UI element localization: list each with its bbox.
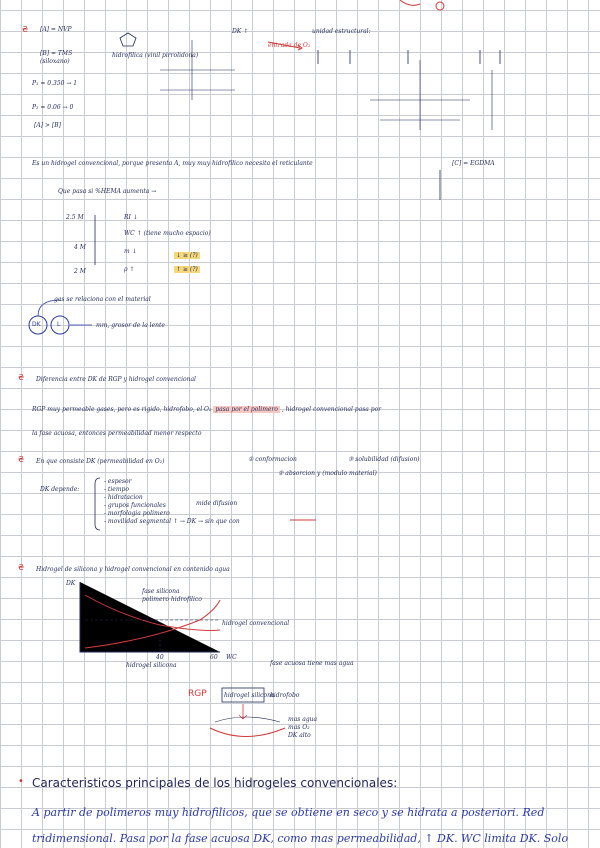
list-side-3: 4 M — [74, 244, 86, 251]
rgp-label: RGP — [188, 689, 207, 699]
q2-sub-6: - movilidad segmental ↑ → DK → sin que con — [104, 518, 240, 525]
eq-3: P₁ = 0.350 → 1 — [32, 80, 78, 87]
l-circle-label: L — [57, 321, 61, 328]
q2-item-2: ② absorcion y (modulo material) — [278, 470, 377, 477]
curve-label-1: fase silicona — [142, 588, 180, 595]
nvp-label: hidrofilica (vinil pirrolidona) — [112, 52, 199, 59]
bullet-marker-q1: ₴ — [18, 373, 25, 382]
graph-annotation-1: hidrogel convencional — [222, 620, 290, 627]
q1-title: Diferencia entre DK de RGP y hidrogel convencional — [36, 376, 196, 383]
graph-x-label: WC — [226, 654, 237, 661]
section-line-1: A partir de polimeros muy hidrofilicos, que se obtiene en seco y se hidrata a posteriori. Red — [32, 806, 545, 819]
q1-highlight: pasa por el polimero — [215, 406, 278, 413]
eq-2-sub: (siloxano) — [40, 58, 70, 65]
list-title: Que pasa si %HEMA aumenta → — [58, 188, 157, 195]
x-mark-1: 40 — [156, 654, 164, 661]
q3-title: Hidrogel de silicona y hidrogel convencional en contenido agua — [36, 566, 230, 573]
q2-sub-3: - hidratacion — [104, 494, 143, 501]
bottom-note-1: mas agua — [288, 716, 318, 723]
section-line-2: tridimensional. Pasa por la fase acuosa DK, como mas permeabilidad, ↑ DK. WC limita DK. Solo — [32, 832, 569, 845]
q2-sub-5: - morfologia polimero — [104, 510, 170, 517]
q2-note: mide difusion — [196, 500, 238, 507]
q2-sub-2: - tiempo — [104, 486, 129, 493]
graph-annotation-2: hidrogel silicona — [126, 662, 177, 669]
dk-circle-label: DK — [32, 321, 41, 328]
list-row-3: m ↓ — [124, 248, 137, 255]
rgp-right-label: hidrofobo — [270, 692, 300, 699]
q2-item-1: ① conformacion — [248, 456, 297, 463]
eq-2: [B] = TMS — [40, 50, 73, 57]
dk-label: DK ↑ — [232, 28, 249, 35]
dk-note-1: gas se relaciona con el material — [54, 296, 151, 303]
q2-title: En que consiste DK (permeabilidad en O₂) — [36, 458, 165, 465]
list-row-4: ρ ↑ — [124, 266, 135, 273]
section-heading: Caracteristicos principales de los hidrogeles convencionales: — [32, 776, 398, 790]
bottom-note-2: mas O₂ — [288, 724, 310, 731]
q1-line-1: RGP muy permeable gases, pero es rigido, hidrofobo, el O₂ pasa por el polimero , hidrogel convencional pasa por — [32, 406, 382, 413]
list-highlight-2: ↑ ≥ (?) — [176, 266, 198, 273]
list-side-4: 2 M — [74, 268, 86, 275]
list-row-1: RI ↓ — [124, 214, 138, 221]
bottom-note-3: DK alto — [288, 732, 311, 739]
q2-item-3: ③ solubilidad (difusion) — [348, 456, 420, 463]
q1-line-2: la fase acuosa, entonces permeabilidad menor respecto — [32, 430, 202, 437]
list-row-2: WC ↑ (tiene mucho espacio) — [124, 230, 211, 237]
eq-1: [A] = NVP — [40, 26, 72, 33]
crosslinker-label: [C] = EGDMA — [452, 160, 495, 167]
paragraph-1: Es un hidrogel convencional, porque presenta A, muy muy hidrofilico necesita el reticulante — [32, 160, 313, 167]
q2-sub-1: - espesor — [104, 478, 132, 485]
eq-5: [A] > [B] — [34, 122, 61, 129]
rgp-box-label: hidrogel silicona — [224, 692, 275, 699]
list-side-1: 2.5 M — [66, 214, 84, 221]
dk-note-2: mm, grosor de la lente — [96, 322, 165, 329]
list-highlight-1: ↓ ≥ (?) — [176, 252, 198, 259]
bullet-marker-q2: ₴ — [18, 455, 25, 464]
bullet-marker: ₴ — [22, 25, 29, 34]
eq-4: P₂ = 0.06 → 0 — [32, 104, 74, 111]
oxygen-label: entrada de O₂ — [268, 42, 311, 49]
bullet-marker-q3: ₴ — [18, 563, 25, 572]
graph-annotation-3: fase acuosa tiene mas agua — [270, 660, 354, 667]
section-bullet: • — [18, 776, 24, 787]
q2-sub-0: DK depende: — [40, 486, 80, 493]
curve-label-2: polimero hidrofilico — [142, 596, 202, 603]
graph-y-label: DK — [66, 580, 76, 587]
structure-label: unidad estructural: — [312, 28, 371, 35]
x-mark-2: 60 — [210, 654, 218, 661]
q2-sub-4: - grupos funcionales — [104, 502, 166, 509]
